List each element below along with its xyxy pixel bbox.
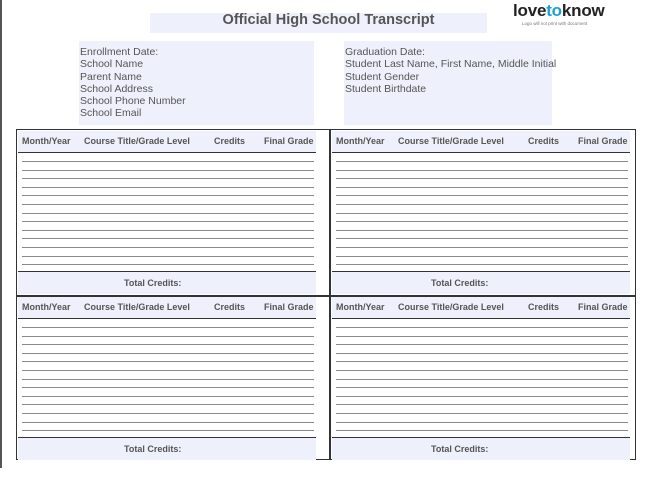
panel-footer	[18, 438, 316, 460]
ruled-line	[22, 361, 314, 362]
panel-footer	[18, 272, 316, 294]
header-credits: Credits	[214, 302, 246, 312]
ruled-line	[22, 396, 314, 397]
ruled-line	[336, 213, 628, 214]
ruled-line	[336, 195, 628, 196]
logo-part-know: know	[561, 1, 605, 20]
header-course-title: Course Title/Grade Level	[398, 136, 504, 146]
course-panel-top-left	[18, 131, 316, 295]
ruled-line	[22, 213, 314, 214]
ruled-line	[336, 413, 628, 414]
logo-wordmark	[513, 1, 605, 21]
ruled-line	[22, 413, 314, 414]
ruled-line	[22, 195, 314, 196]
panel-header	[18, 297, 316, 319]
school-phone-field[interactable]: School Phone Number	[80, 95, 186, 108]
student-info-block	[344, 41, 557, 125]
ruled-line	[336, 161, 628, 162]
ruled-line	[336, 187, 628, 188]
header-course-title: Course Title/Grade Level	[84, 136, 190, 146]
ruled-line	[22, 247, 314, 248]
ruled-line	[22, 387, 314, 388]
school-email-field[interactable]: School Email	[80, 107, 142, 120]
ruled-line	[336, 178, 628, 179]
ruled-line	[22, 379, 314, 380]
lovetoknow-logo	[513, 1, 605, 27]
student-name-field[interactable]: Student Last Name, First Name, Middle Initial	[345, 58, 557, 71]
page-title: Official High School Transcript	[222, 12, 435, 28]
ruled-line	[22, 256, 314, 257]
header-credits: Credits	[528, 302, 560, 312]
header-final-grade: Final Grade	[264, 302, 314, 312]
ruled-line	[336, 404, 628, 405]
ruled-line	[336, 430, 628, 431]
header-month-year: Month/Year	[22, 136, 71, 146]
ruled-line	[22, 404, 314, 405]
graduation-date-field[interactable]: Graduation Date:	[345, 46, 425, 58]
panel-course-lines[interactable]	[332, 319, 630, 438]
enrollment-date-field[interactable]: Enrollment Date:	[80, 46, 159, 58]
header-month-year: Month/Year	[22, 302, 71, 312]
school-info-block	[79, 41, 314, 125]
ruled-line	[336, 327, 628, 328]
ruled-line	[22, 221, 314, 222]
course-panel-bottom-right	[332, 297, 630, 461]
header-final-grade: Final Grade	[264, 136, 314, 146]
panel-header	[332, 131, 630, 153]
total-credits-label: Total Credits:	[124, 278, 182, 288]
logo-part-to: to	[546, 1, 562, 20]
ruled-line	[22, 204, 314, 205]
logo-part-love: love	[513, 1, 547, 20]
ruled-line	[22, 238, 314, 239]
ruled-line	[336, 204, 628, 205]
ruled-line	[336, 422, 628, 423]
panel-header	[18, 131, 316, 153]
ruled-line	[22, 370, 314, 371]
header-course-title: Course Title/Grade Level	[398, 302, 504, 312]
student-gender-field[interactable]: Student Gender	[345, 70, 420, 83]
ruled-line	[336, 387, 628, 388]
school-address-field[interactable]: School Address	[80, 82, 153, 95]
panel-footer	[332, 272, 630, 294]
ruled-line	[336, 379, 628, 380]
ruled-line	[22, 187, 314, 188]
ruled-line	[336, 361, 628, 362]
course-panel-bottom-left	[18, 297, 316, 461]
ruled-line	[22, 344, 314, 345]
ruled-line	[336, 353, 628, 354]
header-final-grade: Final Grade	[578, 302, 628, 312]
ruled-line	[336, 221, 628, 222]
total-credits-label: Total Credits:	[431, 444, 489, 454]
panel-header	[332, 297, 630, 319]
ruled-line	[22, 230, 314, 231]
ruled-line	[22, 430, 314, 431]
ruled-line	[22, 178, 314, 179]
panel-course-lines[interactable]	[18, 319, 316, 438]
ruled-line	[336, 247, 628, 248]
total-credits-label: Total Credits:	[124, 444, 182, 454]
header-credits: Credits	[528, 136, 560, 146]
ruled-line	[336, 230, 628, 231]
ruled-line	[336, 170, 628, 171]
ruled-line	[336, 238, 628, 239]
header-month-year: Month/Year	[336, 302, 385, 312]
header-final-grade: Final Grade	[578, 136, 628, 146]
header-month-year: Month/Year	[336, 136, 385, 146]
logo-tagline: Logo will not print with document	[522, 21, 588, 26]
ruled-line	[336, 370, 628, 371]
ruled-line	[336, 256, 628, 257]
ruled-line	[336, 264, 628, 265]
ruled-line	[22, 336, 314, 337]
course-panel-top-right	[332, 131, 630, 295]
ruled-line	[22, 161, 314, 162]
header-credits: Credits	[214, 136, 246, 146]
total-credits-label: Total Credits:	[431, 278, 489, 288]
parent-name-field[interactable]: Parent Name	[80, 70, 142, 83]
panel-footer	[332, 438, 630, 460]
ruled-line	[22, 353, 314, 354]
ruled-line	[336, 396, 628, 397]
page-left-border	[0, 0, 2, 468]
ruled-line	[22, 327, 314, 328]
school-name-field[interactable]: School Name	[80, 58, 144, 71]
ruled-line	[336, 336, 628, 337]
ruled-line	[22, 170, 314, 171]
student-birthdate-field[interactable]: Student Birthdate	[345, 82, 427, 95]
header-course-title: Course Title/Grade Level	[84, 302, 190, 312]
ruled-line	[22, 264, 314, 265]
ruled-line	[336, 344, 628, 345]
ruled-line	[22, 422, 314, 423]
panel-course-lines[interactable]	[332, 153, 630, 272]
transcript-grid	[16, 129, 636, 460]
panel-course-lines[interactable]	[18, 153, 316, 272]
